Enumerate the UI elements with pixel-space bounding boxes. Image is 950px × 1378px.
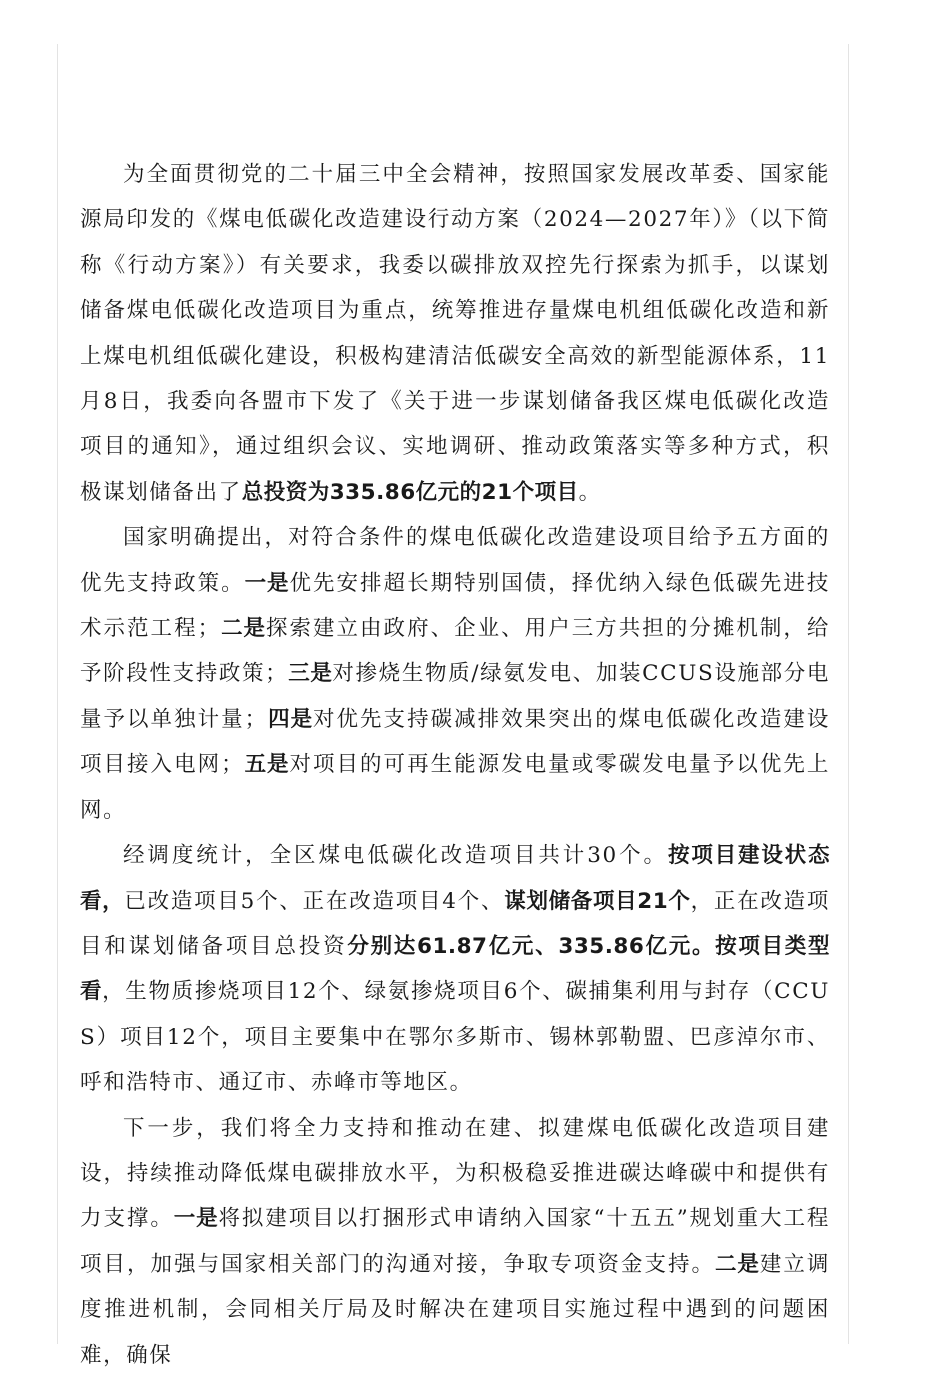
highlight-by-status: 按项目建设状态看，	[80, 843, 830, 914]
step-marker-2: 二是	[715, 1251, 760, 1277]
policy-marker-1: 一是	[244, 570, 290, 596]
paragraph-text: 为全面贯彻党的二十届三中全会精神，按照国家发展改革委、国家能源局印发的《煤电低碳化改造建设行动方案（2024—2027年）》（以下简称《行动方案》）有关要求，我委以碳排放双控先行探索为抓手，以谋划储备煤电低碳化改造项目为重点，统筹推进存量煤电机组低碳化改造和新上煤电机组低碳化建设，积极构建清洁低碳安全高效的新型能源体系，11月8日，我委向各盟市下发了《关于进一步谋划储备我区煤电低碳化改造项目的通知》，通过组织会议、实地调研、推动政策落实等多种方式，积极谋划储备出了	[80, 162, 830, 505]
policy-marker-4: 四是	[267, 706, 313, 732]
paragraph-project-reserve	[80, 152, 830, 515]
paragraph-support-policies	[80, 515, 830, 833]
paragraph-text: 已改造项目5个、正在改造项目4个、	[124, 888, 505, 914]
policy-marker-5: 五是	[244, 752, 290, 778]
paragraph-text: 下一步，我们将全力支持和推动在建、拟建煤电低碳化改造项目建设，持续推动降低煤电碳排放水平，为积极稳妥推进碳达峰碳中和提供有力支撑。	[80, 1115, 830, 1232]
paragraph-text: ，生物质掺烧项目12个、绿氨掺烧项目6个、碳捕集利用与封存（CCUS）项目12个，项目主要集中在鄂尔多斯市、锡林郭勒盟、巴彦淖尔市、呼和浩特市、通辽市、赤峰市等地区。	[80, 979, 830, 1096]
paragraph-text: 经调度统计，全区煤电低碳化改造项目共计30个。	[123, 843, 668, 869]
paragraph-text: 对项目的可再生能源发电量或零碳发电量予以优先上网。	[80, 752, 830, 823]
highlight-total-investment: 总投资为335.86亿元的21个项目	[241, 479, 579, 505]
paragraph-text: 。	[578, 479, 602, 505]
paragraph-text: 对掺烧生物质/绿氨发电、加装CCUS设施部分电量予以单独计量；	[80, 661, 830, 732]
paragraph-statistics	[80, 833, 830, 1105]
paragraph-text: 建立调度推进机制，会同相关厅局及时解决在建项目实施过程中遇到的问题困难，确保	[80, 1251, 830, 1368]
highlight-investment-by-type: 分别达61.87亿元、335.86亿元。按项目类型看	[80, 933, 830, 1005]
paragraph-text: 优先安排超长期特别国债，择优纳入绿色低碳先进技术示范工程；	[80, 570, 830, 642]
paragraph-next-steps	[80, 1106, 830, 1378]
policy-marker-3: 三是	[288, 661, 333, 687]
document-body	[80, 152, 830, 1378]
paragraph-text: ，正在改造项目和谋划储备项目总投资	[80, 888, 831, 959]
paragraph-text: 对优先支持碳减排效果突出的煤电低碳化改造建设项目接入电网；	[80, 706, 830, 778]
paragraph-text: 探索建立由政府、企业、用户三方共担的分摊机制，给予阶段性支持政策；	[80, 616, 830, 687]
policy-marker-2: 二是	[220, 616, 266, 642]
paragraph-text: 国家明确提出，对符合条件的煤电低碳化改造建设项目给予五方面的优先支持政策。	[80, 525, 830, 596]
highlight-reserve-count: 谋划储备项目21个	[504, 888, 691, 914]
step-marker-1: 一是	[173, 1206, 219, 1232]
paragraph-text: 将拟建项目以打捆形式申请纳入国家“十五五”规划重大工程项目，加强与国家相关部门的沟通对接，争取专项资金支持。	[80, 1206, 830, 1277]
